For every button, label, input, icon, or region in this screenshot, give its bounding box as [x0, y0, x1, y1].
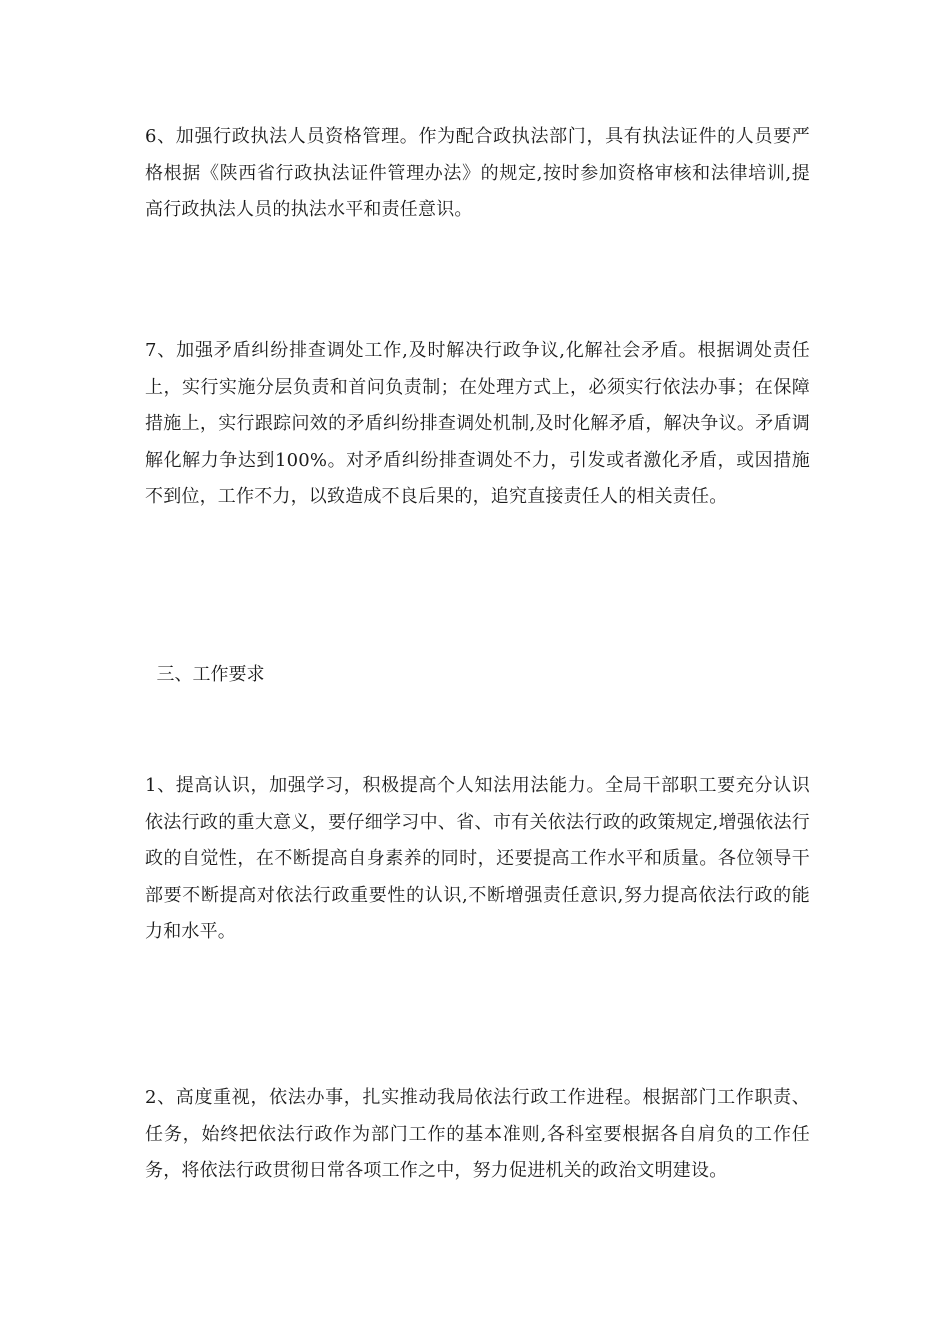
section-heading-work-requirements: 三、工作要求 [145, 664, 265, 685]
requirement-item-1: 1、提高认识，加强学习，积极提高个人知法用法能力。全局干部职工要充分认识依法行政的重大意义，要仔细学习中、省、市有关依法行政的政策规定,增强依法行政的自觉性，在不断提高自身素养的同时，还要提高工作水平和质量。各位领导干部要不断提高对依法行政重要性的认识,不断增强责任意识,努力提高依法行政的能力和水平。 [145, 775, 810, 942]
paragraph-item-6: 6、加强行政执法人员资格管理。作为配合政执法部门，具有执法证件的人员要严格根据《陕西省行政执法证件管理办法》的规定,按时参加资格审核和法律培训,提高行政执法人员的执法水平和责任意识。 [145, 126, 810, 220]
requirement-item-2: 2、高度重视，依法办事，扎实推动我局依法行政工作进程。根据部门工作职责、任务，始终把依法行政作为部门工作的基本准则,各科室要根据各自肩负的工作任务，将依法行政贯彻日常各项工作之中，努力促进机关的政治文明建设。 [145, 1087, 810, 1181]
paragraph-item-7: 7、加强矛盾纠纷排查调处工作,及时解决行政争议,化解社会矛盾。根据调处责任上，实行实施分层负责和首问负责制；在处理方式上，必须实行依法办事；在保障措施上，实行跟踪问效的矛盾纠纷排查调处机制,及时化解矛盾，解决争议。矛盾调解化解力争达到100%。对矛盾纠纷排查调处不力，引发或者激化矛盾，或因措施不到位，工作不力，以致造成不良后果的，追究直接责任人的相关责任。 [145, 340, 810, 507]
